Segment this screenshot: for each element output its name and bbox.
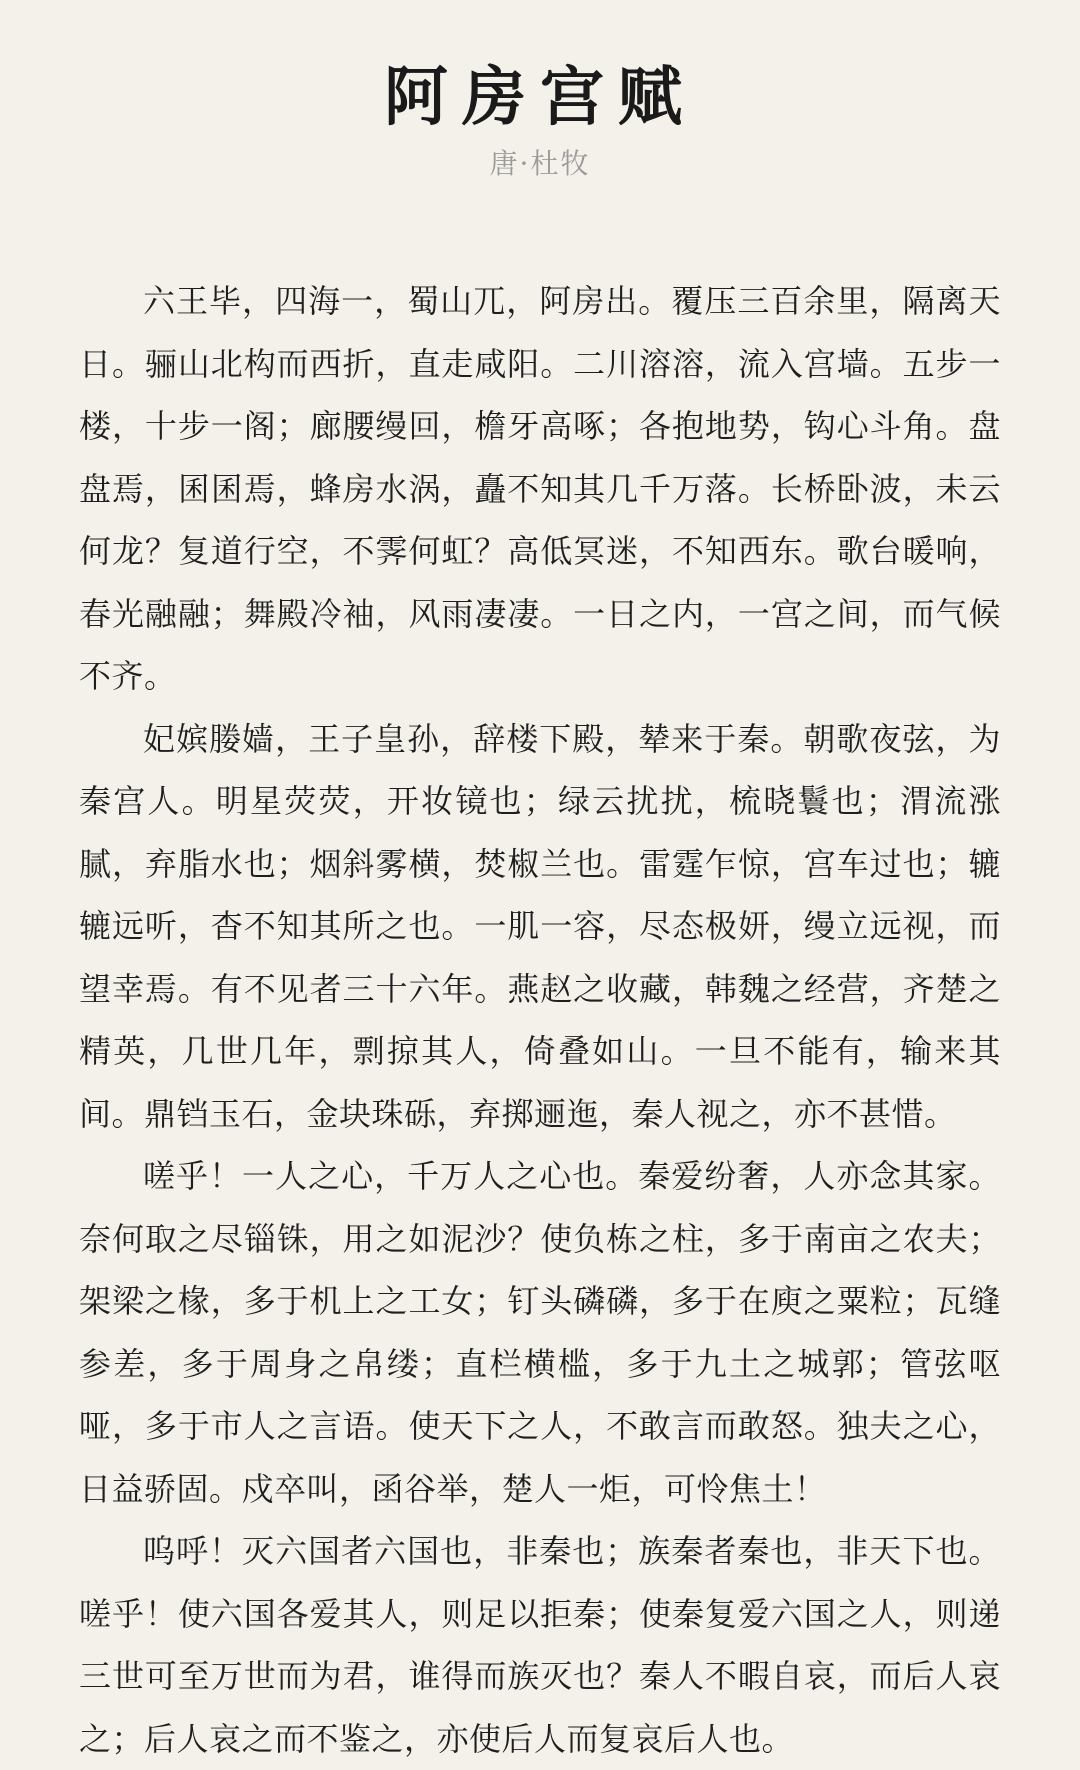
paragraph-3: 嗟乎！一人之心，千万人之心也。秦爱纷奢，人亦念其家。奈何取之尽锱铢，用之如泥沙？使负栋之柱，多于南亩之农夫；架梁之椽，多于机上之工女；钉头磷磷，多于在庾之粟粒；瓦缝参差，多于周身之帛缕；直栏横槛，多于九土之城郭；管弦呕哑，多于市人之言语。使天下之人，不敢言而敢怒。独夫之心，日益骄固。戍卒叫，函谷举，楚人一炬，可怜焦土！ — [79, 1157, 1001, 1508]
poem-body — [79, 270, 1001, 1770]
paragraph-1: 六王毕，四海一，蜀山兀，阿房出。覆压三百余里，隔离天日。骊山北构而西折，直走咸阳。二川溶溶，流入宫墙。五步一楼，十步一阁；廊腰缦回，檐牙高啄；各抱地势，钩心斗角。盘盘焉，囷囷焉，蜂房水涡，矗不知其几千万落。长桥卧波，未云何龙？复道行空，不霁何虹？高低冥迷，不知西东。歌台暖响，春光融融；舞殿冷袖，风雨凄凄。一日之内，一宫之间，而气候不齐。 — [79, 282, 1001, 695]
paragraph-2: 妃嫔媵嫱，王子皇孙，辞楼下殿，辇来于秦。朝歌夜弦，为秦宫人。明星荧荧，开妆镜也；绿云扰扰，梳晓鬟也；渭流涨腻，弃脂水也；烟斜雾横，焚椒兰也。雷霆乍惊，宫车过也；辘辘远听，杳不知其所之也。一肌一容，尽态极妍，缦立远视，而望幸焉。有不见者三十六年。燕赵之收藏，韩魏之经营，齐楚之精英，几世几年，剽掠其人，倚叠如山。一旦不能有，输来其间。鼎铛玉石，金块珠砾，弃掷逦迤，秦人视之，亦不甚惜。 — [79, 719, 1001, 1133]
poem-author: 唐·杜牧 — [489, 147, 591, 180]
poem-title: 阿房宫赋 — [384, 60, 696, 135]
paragraph-4: 呜呼！灭六国者六国也，非秦也；族秦者秦也，非天下也。嗟乎！使六国各爱其人，则足以拒秦；使秦复爱六国之人，则递三世可至万世而为君，谁得而族灭也？秦人不暇自哀，而后人哀之；后人哀之而不鉴之，亦使后人而复哀后人也。 — [79, 1532, 1001, 1758]
